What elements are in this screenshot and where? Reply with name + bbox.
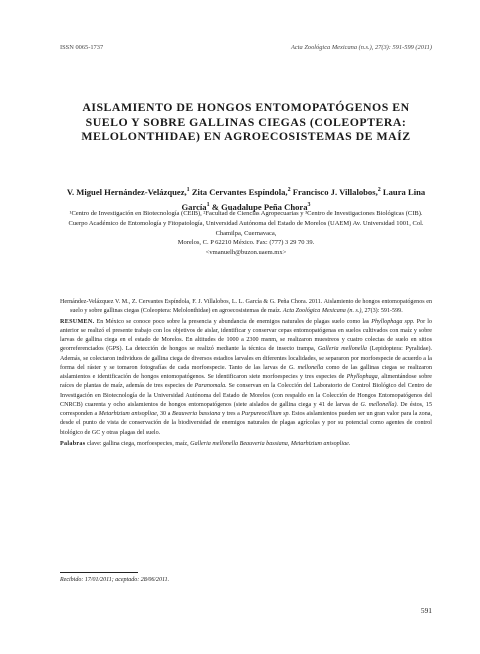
author-name: Francisco J. Villalobos,	[292, 186, 378, 197]
author-name: V. Miguel Hernández-Velázquez,	[66, 186, 187, 197]
citation	[60, 298, 432, 317]
issn: ISSN 0065-1737	[60, 44, 104, 51]
resumen-text: Se conservan en la Colección del Laboratorio de Control Biológico del Centro de Investigación en Biotecnología de la Universidad Autónoma del Estado de Morelos (con respaldo en la Colección de Hongos Entomopatógenos del CNRCB) cuarenta y ocho aislamientos de hongos entomopatógenos (siete aislados de gallina ciega y 41 de larvas de	[60, 383, 432, 408]
resumen	[60, 318, 432, 438]
keywords-text: clave: gallina ciega, morfoespecies, maíz,	[86, 440, 189, 447]
abstract-block	[60, 298, 432, 449]
taxon-name: Phyllophaga,	[346, 374, 380, 380]
resumen-text: alimentándose sobre raíces de plantas de maíz, además de tres especies de	[60, 374, 432, 390]
page-number: 591	[420, 606, 432, 615]
taxon-name: G. mellonella	[288, 364, 324, 371]
author-affil-marker: 1	[206, 202, 210, 209]
received-accepted-dates: Recibido: 17/01/2011; aceptado: 28/06/2011.	[60, 577, 170, 583]
resumen-text: En México se conoce poco sobre la presencia y abundancia de enemigos naturales de plagas suelo como las	[96, 318, 370, 325]
resumen-text: (Lepidoptera: Pyralidae). Además, se colectaron individuos de gallina ciega de diversos estadios larvales en diferentes localidades, se separaron por morfoespecie de acuerdo a la forma del ráster y se tomaron fotografías de cada morfoespecie. Tanto de las larvas de	[60, 346, 433, 371]
author-affil-marker: 2	[377, 187, 381, 193]
resumen-text: 30 a	[159, 411, 171, 417]
contact-email[interactable]: <vmanuelh@buzon.uaem.mx>	[205, 249, 287, 257]
affiliations	[60, 209, 432, 258]
taxon-name: Purpureocillium sp.	[241, 411, 291, 417]
affiliation-address: Morelos, C. P 62210 México. Fax: (777) 3 29 70 39.	[177, 239, 315, 247]
running-head	[60, 44, 432, 51]
resumen-text: y tres a	[222, 411, 240, 417]
taxon-name: G. mellonella).	[360, 401, 399, 408]
citation-journal: Acta Zoológica Mexicana (n. s.),	[282, 308, 363, 315]
taxon-name: Galleria mellonella	[317, 346, 367, 353]
citation-volume: 27(3): 591-599.	[364, 308, 403, 315]
author-affil-marker: 1	[186, 187, 190, 193]
journal-reference: Acta Zoológica Mexicana (n.s.), 27(3): 591-599 (2011)	[291, 44, 432, 51]
resumen-label: RESUMEN.	[60, 318, 95, 325]
resumen-text: Por lo anterior se realizó el presente trabajo con los objetivos de aislar, identificar y conservar cepas entomopatógenas en suelos cultivados con maíz y sobre larvas de gallina ciega en el estado de Morelos. En altitudes de 1000 a 2300 msnm, se realizaron muestreos y cuatro colectas de suelo en sitios georreferenciados (GPS). La detección de hongos se realizó mediante la técnica de insecto trampa,	[60, 318, 432, 353]
citation-text: 2011. Aislamiento de hongos entomopatógenos en suelo y sobre gallinas ciegas (Coleoptera: Melolonthidae) en agroecosistemas de maíz.	[70, 299, 432, 315]
article-title: AISLAMIENTO DE HONGOS ENTOMOPATÓGENOS EN SUELO Y SOBRE GALLINAS CIEGAS (COLEOPTERA: MELOLONTHIDAE) EN AGROECOSISTEMAS DE MAÍZ	[81, 100, 411, 144]
affiliation-text: ¹Centro de Investigación en Biotecnología (CEIB), ²Facultad de Ciencias Agropecuarias y ³Centro de Investigaciones Biológicas (CIB). Cuerpo Académico de Entomología y Fitopatología, Universidad Autónoma del Estado de Morelos (UAEM) Av. Universidad 1001, Col. Chamilpa, Cuernavaca,	[68, 210, 424, 237]
taxon-name: Phyllophaga spp.	[371, 318, 415, 325]
resumen-text: como de las gallinas ciegas se realizaron aislamientos e identificación de hongos entomopatógenos. Se identificaron siete morfoespecies y tres especies de	[60, 364, 433, 380]
resumen-text: Estos aislamientos pueden ser un gran valor para la zona, desde el punto de vista de conservación de la biodiversidad de enemigos naturales de plagas agrícolas y por su potencial como agentes de control biológico de GC y otras plagas del suelo.	[60, 411, 432, 436]
keywords-taxa: Galleria mellonella Beauveria bassiana, Metarhizium anisopliae.	[190, 440, 351, 447]
resumen-text: De éstos, 15 corresponden a	[60, 401, 432, 417]
taxon-name: Paranomala.	[194, 383, 227, 390]
author-name: Laura Lina García	[181, 186, 426, 213]
taxon-name: Beauveria bassiana	[172, 411, 221, 417]
keywords-label: Palabras	[60, 440, 86, 447]
footnote-divider	[60, 572, 138, 573]
taxon-name: Metarhizium anisopliae,	[98, 411, 159, 417]
keywords	[60, 440, 432, 449]
citation-authors: Hernández-Velázquez V. M., Z. Cervantes Espíndola, F. J. Villalobos, L. L. García & G. Peña Chora.	[60, 299, 308, 305]
author-affil-marker: 2	[287, 187, 291, 193]
author-name: & Guadalupe Peña Chora	[211, 202, 308, 213]
author-affil-marker: 3	[307, 202, 311, 209]
author-name: Zita Cervantes Espíndola,	[191, 186, 288, 197]
